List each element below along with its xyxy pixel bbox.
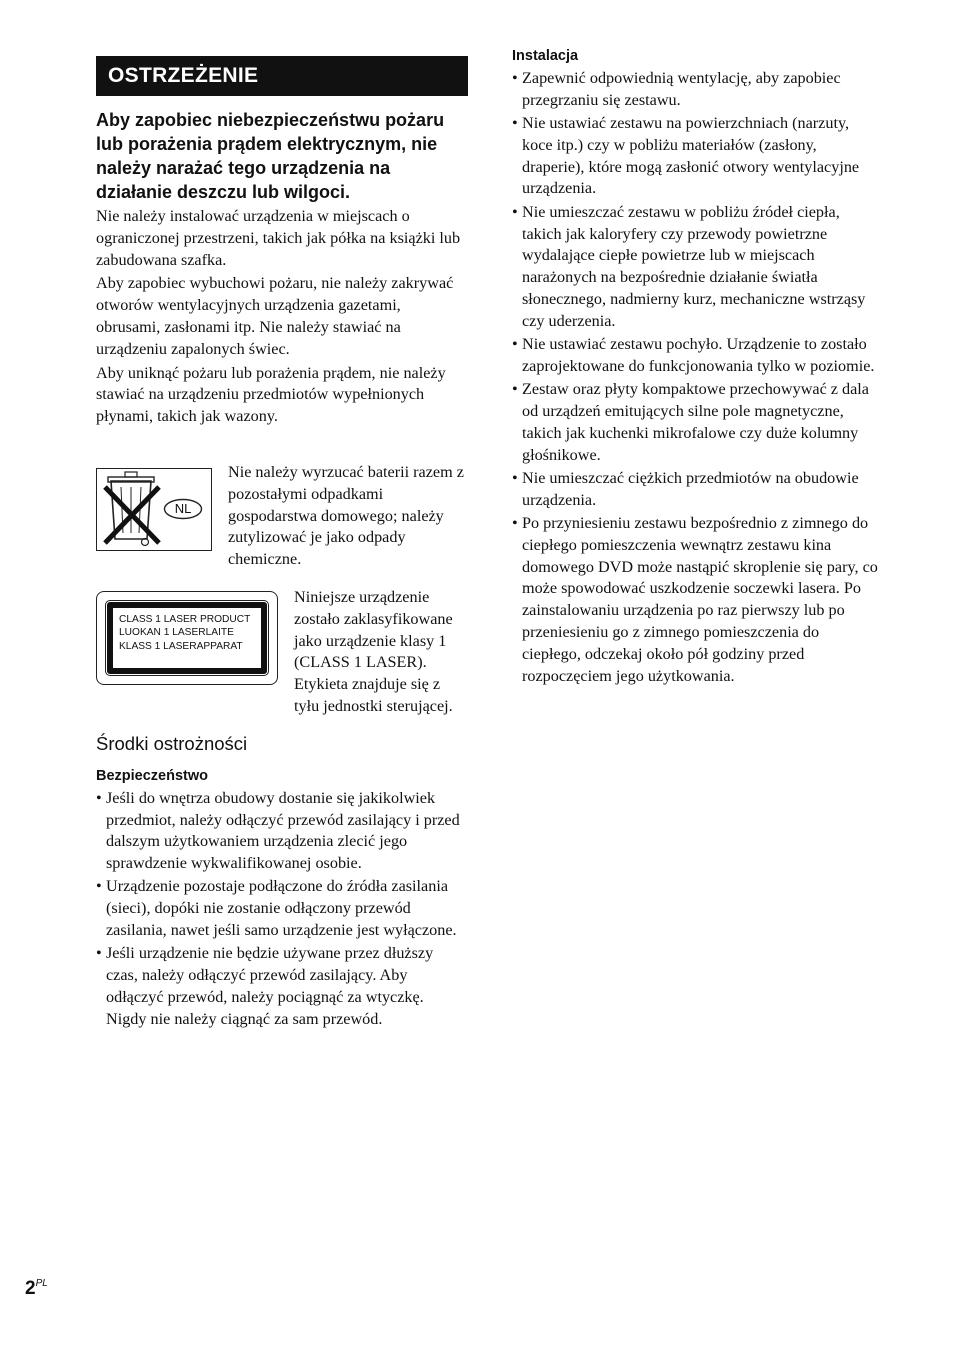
list-item: • Jeśli urządzenie nie będzie używane przez dłuższy czas, należy odłączyć przewód zasilający. Aby odłączyć przewód, należy pociągnąć za wtyczkę. Nigdy nie należy ciągnąć za sam przewód. [96,943,468,1030]
laser-label-line: LUOKAN 1 LASERLAITE [119,627,234,639]
crossed-bin-icon [96,468,212,551]
nl-badge-text: NL [174,500,192,516]
list-item: • Zestaw oraz płyty kompaktowe przechowywać z dala od urządzeń emitujących silne pole magnetyczne, takich jak kuchenki mikrofalowe czy duże kolumny głośnikowe. [512,379,882,466]
precautions-title: Środki ostrożności [96,732,248,754]
list-item: • Nie umieszczać ciężkich przedmiotów na obudowie urządzenia. [512,468,882,512]
warning-paragraph: Aby uniknąć pożaru lub porażenia prądem, nie należy stawiać na urządzeniu przedmiotów wypełnionych płynami, takich jak wazony. [96,363,446,426]
warning-paragraph: Nie należy instalować urządzenia w miejscach o ograniczonej przestrzeni, takich jak półka na książki lub zabudowana szafka. [96,207,461,269]
page-number: $2^{PL}$ [25,1278,48,1299]
battery-notice [96,462,468,571]
list-item: • Zapewnić odpowiednią wentylację, aby zapobiec przegrzaniu się zestawu. [512,68,882,112]
warning-heading: Aby zapobiec niebezpieczeństwu pożaru lub porażenia prądem elektrycznym, nie należy narażać tego urządzenia na działanie deszczu lub wilgoci. [96,110,445,202]
laser-label-line: KLASS 1 LASERAPPARAT [119,640,243,652]
left-column [96,56,468,1032]
list-item: • Nie ustawiać zestawu na powierzchniach (narzuty, koce itp.) czy w pobliżu materiałów (zasłony, draperie), które mogą zasłonić otwory wentylacyjne urządzenia. [512,113,882,200]
laser-text: Niniejsze urządzenie zostało zaklasyfikowane jako urządzenie klasy 1 (CLASS 1 LASER). Etykieta znajduje się z tyłu jednostki sterującej. [294,587,453,715]
right-column [512,46,882,689]
battery-text: Nie należy wyrzucać baterii razem z pozostałymi odpadkami gospodarstwa domowego; należy zutylizować je jako odpady chemiczne. [228,462,464,569]
list-item: • Po przyniesieniu zestawu bezpośrednio z zimnego do ciepłego pomieszczenia wewnątrz zestawu kina domowego DVD może nastąpić skroplenie się pary, co może spowodować uszkodzenie soczewki lasera. Po zainstalowaniu urządzenia po raz pierwszy lub po przeniesieniu go z zimnego pomieszczenia do ciepłego, odczekaj około pół godziny przed rozpoczęciem jego użytkowania. [512,513,882,687]
safety-list [96,788,468,1031]
installation-title: Instalacja [512,48,579,64]
safety-title: Bezpieczeństwo [96,767,208,784]
list-item: • Jeśli do wnętrza obudowy dostanie się jakikolwiek przedmiot, należy odłączyć przewód zasilający i przed dalszym użytkowaniem urządzenia zlecić jego sprawdzenie wykwalifikowanej osobie. [96,788,468,875]
laser-label-line: CLASS 1 LASER PRODUCT [119,613,251,625]
warning-paragraph: Aby zapobiec wybuchowi pożaru, nie należy zakrywać otworów wentylacyjnych urządzenia gazetami, obrusami, zasłonami itp. Nie należy stawiać na urządzeniu zapalonych świec. [96,274,454,358]
list-item: • Urządzenie pozostaje podłączone do źródła zasilania (sieci), dopóki nie zostanie odłączony przewód zasilania, nawet jeśli samo urządzenie jest wyłączone. [96,876,468,941]
laser-notice [96,587,468,718]
warning-banner: OSTRZEŻENIE [96,56,468,96]
installation-list [512,68,882,687]
laser-label [107,602,267,674]
page-language-suffix: PL [35,1278,48,1289]
list-item: • Nie umieszczać zestawu w pobliżu źródeł ciepła, takich jak kaloryfery czy przewody powietrzne wydalające ciepłe powietrze lub w miejscach narażonych na bezpośrednie działanie światła słonecznego, nadmierny kurz, mechaniczne wstrząsy czy uderzenia. [512,202,882,333]
laser-label-frame [96,591,278,685]
list-item: • Nie ustawiać zestawu pochyło. Urządzenie to zostało zaprojektowane do funkcjonowania tylko w poziomie. [512,334,882,378]
